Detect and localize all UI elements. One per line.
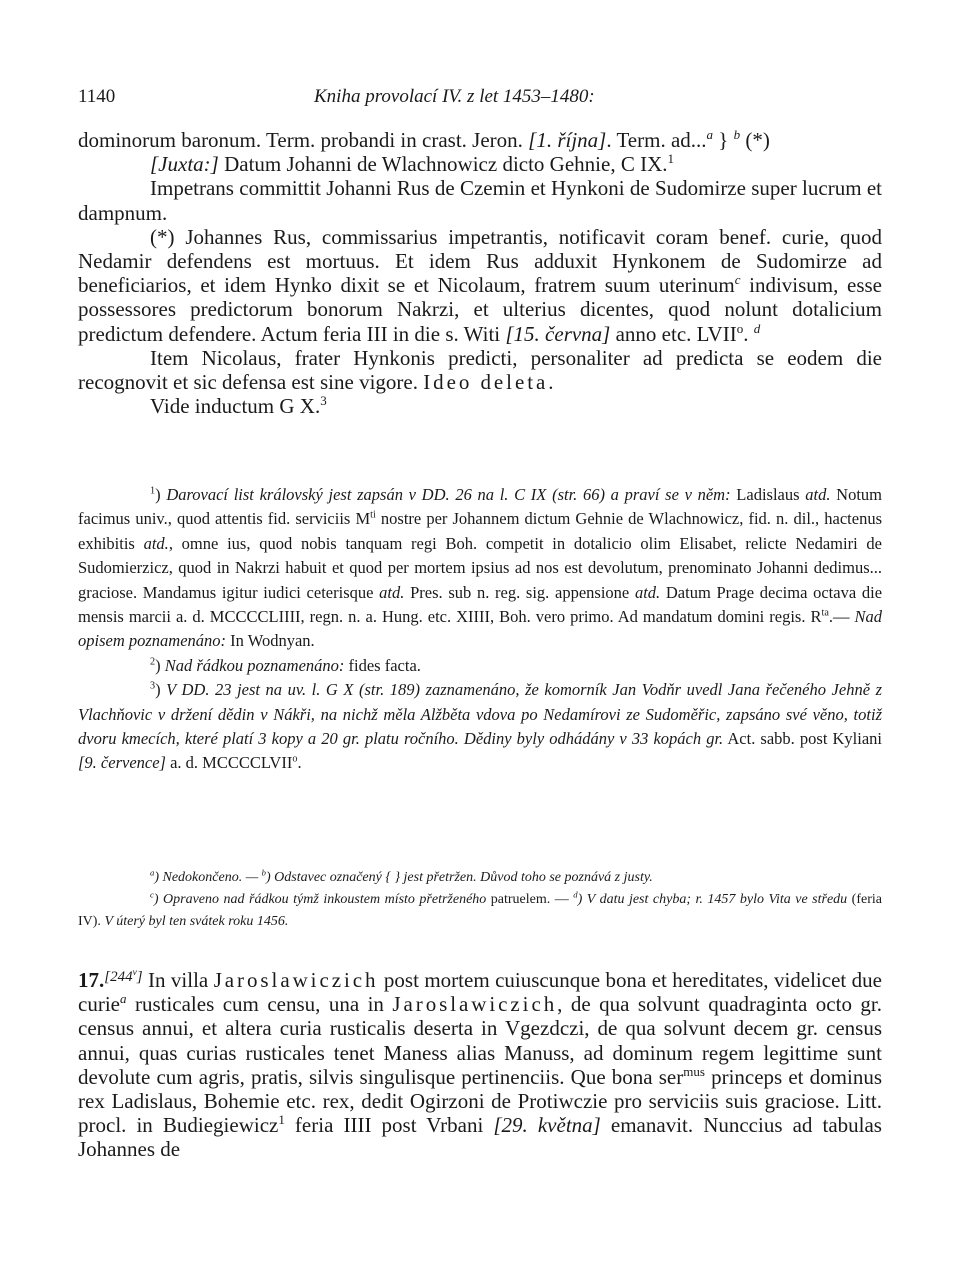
- text-run: In Wodnyan.: [226, 631, 315, 651]
- date-gloss: [29. května]: [493, 1113, 601, 1138]
- text-run: Act. sabb. post Kyliani: [723, 729, 883, 749]
- superscript: mus: [683, 1063, 705, 1079]
- text-run: (feria IV).: [78, 892, 882, 929]
- place-name: Jaroslawiczich: [213, 968, 379, 992]
- apparatus-mark: d: [573, 889, 578, 900]
- text-run: emanavit. Nunccius ad tabulas Johannes de: [78, 1113, 882, 1162]
- text-run: ): [155, 485, 167, 504]
- text-run: (*) Johannes Rus, commissarius impetrantis, notificavit coram benef. curie, quod Nedamir defendens est mortuus. Et idem Rus adduxit Hynkonem de Sudomirze ad beneficiarios, et idem Hynko dixit se et Nicolaum, fratrem suum uterinum: [78, 224, 882, 298]
- text-run: Notum facimus univ., quod attentis fid. serviciis M: [78, 485, 882, 529]
- text-run: , de qua solvunt quadraginta octo gr. census annui, et altera curia rusticalis deserta in Vgezdczi, de qua solvunt decem gr. census annui, quas curias rusticales tenet Maness alias Manuss, ad dominum regem legittime sunt devolute cum agris, pratis, silvis singulisque pertinenciis. Que bona ser: [78, 992, 882, 1089]
- superscript: o: [736, 320, 744, 336]
- superscript: ti: [370, 509, 376, 521]
- spaced-text: Ideo deleta.: [423, 370, 557, 395]
- superscript: ta: [821, 607, 829, 619]
- text-run: .: [297, 753, 302, 773]
- paragraph-4: [78, 225, 882, 346]
- footnote-1: [78, 483, 882, 654]
- text-run: dominorum baronum. Term. probandi in crast. Jeron.: [78, 128, 529, 152]
- text-run: Pres. sub n. reg. sig. appensione: [404, 582, 635, 602]
- superscript: v: [132, 968, 137, 978]
- footnote-mark: 3: [320, 393, 327, 409]
- apparatus-mark: b: [261, 867, 266, 878]
- text-run: rusticales cum censu, una in: [126, 992, 393, 1017]
- apparatus-mark: a: [706, 127, 714, 142]
- footnote-number: 1: [150, 485, 156, 497]
- editor-note: atd.: [634, 582, 661, 602]
- text-run: Ladislaus: [730, 485, 806, 504]
- text-run: feria IIII post Vrbani: [284, 1113, 494, 1138]
- text-run: nostre per Johannem dictum Gehnie de Wlachnowicz, fid. n. dil., hactenus exhibitis: [78, 509, 883, 553]
- editor-note: Darovací list královský jest zapsán v DD. 26 na l. C IX (str. 66) a praví se v něm:: [166, 485, 731, 504]
- critical-apparatus: [78, 867, 882, 933]
- apparatus-text: V úterý byl ten svátek roku 1456.: [104, 914, 289, 929]
- running-title: Kniha provolací IV. z let 1453–1480:: [314, 86, 595, 107]
- footnote-number: 3: [150, 680, 156, 692]
- apparatus-text: ) Nedokončeno. —: [154, 870, 262, 885]
- paragraph-6: [78, 394, 882, 418]
- footnote-2: [78, 654, 882, 678]
- entry-number: 17.: [78, 968, 105, 992]
- apparatus-line: [78, 889, 882, 933]
- text-run: (*): [740, 128, 770, 152]
- text-run: indivisum, esse possessores predictorum bonorum Nakrzi, et ulterius dicentes, quod nolunt dotalicium predictum defendere. Actum feria III in die s. Witi: [78, 273, 882, 346]
- apparatus-text: ) Odstavec označený { } jest přetržen. Důvod toho se poznává z justy.: [266, 870, 653, 885]
- editor-note: V DD. 23 jest na uv. l. G X (str. 189) zaznamenáno, že komorník Jan Vodňr uvedl Jana řečeného Jehně z Vlachňovic v držení dědin v Nákři, na nichž měla Alžběta vdova po Nedamírovi ze Sudoměřic, zapsáno své věno, totiž dvoru kmecích, které platí 3 kopy a 20 gr. platu ročního. Dědiny byly odhádány v 33 kopách gr.: [78, 680, 883, 749]
- page-number: 1140: [78, 86, 116, 107]
- folio-text: ]: [136, 969, 143, 985]
- apparatus-mark: c: [734, 272, 741, 288]
- paragraph-2: [78, 152, 882, 176]
- date-gloss: [15. června]: [505, 321, 611, 346]
- text-run: .—: [828, 607, 855, 627]
- date-gloss: [1. října]: [528, 128, 607, 152]
- apparatus-mark: b: [733, 127, 741, 142]
- superscript: o: [292, 753, 298, 765]
- text-run: Datum Johanni de Wlachnowicz dicto Gehnie, C IX.: [218, 152, 668, 177]
- paragraph-3: Impetrans committit Johanni Rus de Czemin et Hynkoni de Sudomirze super lucrum et dampnum.: [78, 176, 882, 225]
- footnote-number: 2: [150, 656, 156, 668]
- footnotes: [78, 483, 882, 776]
- text-run: Datum Prage decima octava die mensis marcii a. d. MCCCCLIIII, regn. n. a. Hung. etc. XIIII, Boh. vero primo. Ad mandatum domini regis. R: [78, 582, 883, 627]
- editor-note: atd.: [379, 582, 405, 602]
- text-run: princeps et dominus rex Ladislaus, Bohemie etc. rex, dedit Ogirzoni de Protiwczie pro serviciis suis graciose. Litt. procl. in Budiegiewicz: [78, 1064, 882, 1138]
- text-run: In villa: [142, 968, 214, 992]
- text-run: }: [713, 128, 734, 152]
- text-run: a. d. MCCCCLVII: [165, 753, 293, 773]
- text-run: ): [155, 655, 165, 675]
- place-name: Jaroslawiczich: [392, 992, 558, 1017]
- text-run: ): [155, 680, 167, 700]
- folio-reference: [104, 969, 142, 985]
- editor-note: atd.: [143, 533, 169, 553]
- text-run: post mortem cuiuscunque bona et hereditates, videlicet due curie: [78, 968, 882, 1017]
- text-run: Item Nicolaus, frater Hynkonis predicti, personaliter ad predicta se eodem die recognovit et sic defensa est sine vigore.: [78, 345, 882, 395]
- entry-17: [78, 965, 882, 1162]
- date-gloss: [9. července]: [78, 753, 166, 773]
- apparatus-mark: a: [119, 991, 127, 1007]
- editor-note: atd.: [805, 485, 831, 504]
- footnote-mark: 1: [278, 1112, 285, 1128]
- text-run: Vide inductum G X.: [150, 394, 321, 419]
- apparatus-mark: c: [150, 889, 154, 900]
- text-run: anno etc. LVII: [610, 321, 737, 346]
- text-run: , omne ius, quod nobis tanquam regi Boh. competit in dotalicio olim Elisabet, relicte Nedamiri de Sudomierzicz, quod in Nakrzi habuit et quod per mortem ipsius ad nos est devolutum, prenominato Johanni dedimus... graciose. Mandamus igitur iudici ceterisque: [78, 533, 882, 602]
- text-run: fides facta.: [344, 655, 421, 675]
- paragraph-1: [78, 128, 882, 152]
- apparatus-mark: d: [753, 320, 761, 336]
- apparatus-text: ) Opraveno nad řádkou týmž inkoustem místo přetrženého: [153, 892, 487, 907]
- footnote-mark: 1: [667, 151, 675, 167]
- footnote-3: [78, 678, 882, 776]
- text-run: . Term. ad...: [606, 128, 707, 152]
- entry-paragraph: [78, 965, 882, 1162]
- text-run: patruelem. —: [486, 892, 574, 907]
- editor-note: Nad opisem poznamenáno:: [78, 607, 883, 651]
- apparatus-mark: a: [150, 867, 155, 878]
- editorial-bracket: [Juxta:]: [150, 152, 219, 177]
- folio-text: [244: [104, 969, 133, 985]
- apparatus-line: [78, 867, 882, 889]
- editor-note: Nad řádkou poznamenáno:: [164, 655, 345, 675]
- paragraph-5: [78, 346, 882, 394]
- running-header: [78, 86, 878, 110]
- apparatus-text: ) V datu jest chyba; r. 1457 bylo Vita ve středu: [577, 892, 848, 907]
- text-run: .: [743, 321, 754, 346]
- main-text: [78, 128, 882, 418]
